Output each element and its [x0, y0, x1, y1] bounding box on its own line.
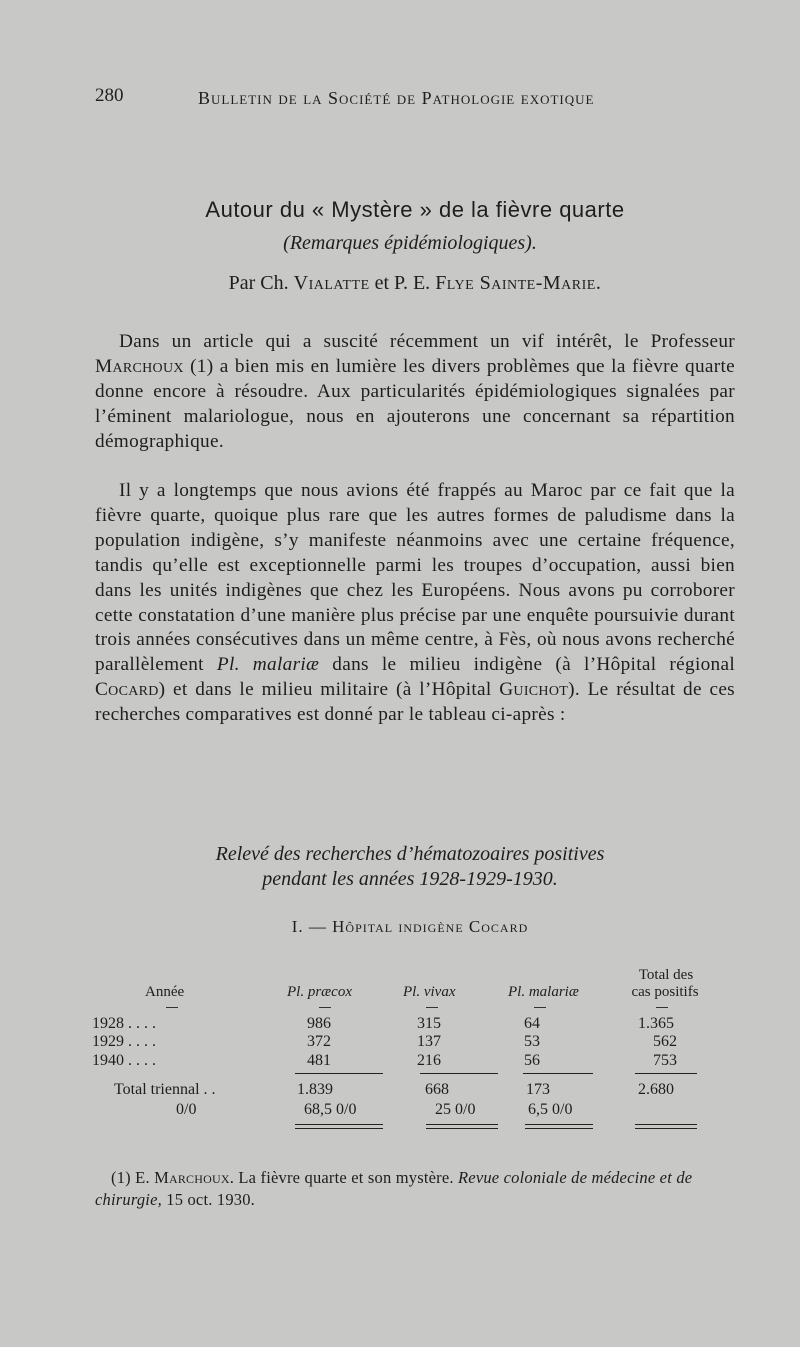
table-caption-line-1: Relevé des recherches d’hématozoaires positives: [215, 843, 605, 865]
double-rule-vivax: [426, 1124, 498, 1129]
results-table: [90, 967, 710, 1137]
header-dash: [534, 1007, 546, 1008]
row-1929-year: 1929 . . . .: [92, 1033, 156, 1050]
total-triennal-label: Total triennal . .: [114, 1081, 216, 1098]
footnote-journal: Revue coloniale de médecine et de chirurgie,: [95, 1168, 693, 1209]
row-1928-total: 1.365: [638, 1015, 674, 1032]
paragraph-2-text-a: Il y a longtemps que nous avions été frappés au Maroc par ce fait que la fièvre quarte, quoique plus rare que les autres formes de paludisme dans la population indigène, s’y manifeste néanmoins avec une certaine fréquence, tandis qu’elle est exceptionnelle parmi les troupes d’occupation, aussi bien dans les unités indigènes que chez les Européens. Nous avons pu corroborer cette constatation d’une manière plus précise par une enquête poursuivie durant trois années consécutives dans un même centre, à Fès, où nous avons recherché parallèlement: [95, 480, 735, 676]
percent-malariae: 6,5 0/0: [528, 1101, 573, 1118]
row-1929-total: 562: [653, 1033, 677, 1050]
paragraph-1-text-b: (1) a bien mis en lumière les divers problèmes que la fièvre quarte donne encore à résoudre. Aux particularités épidémiologiques signalées par l’éminent malariologue, nous en ajouterons une concernant sa répartition démographique.: [95, 355, 735, 452]
footnote-date: 15 oct. 1930.: [166, 1190, 256, 1209]
journal-title: Bulletin de la Société de Pathologie exotique: [198, 88, 595, 108]
article-authors: [0, 272, 800, 295]
header-dash: [426, 1007, 438, 1008]
footnote: [95, 1167, 735, 1211]
percent-vivax: 25 0/0: [435, 1101, 476, 1118]
row-1928-vivax: 315: [417, 1015, 441, 1032]
row-1929-praecox: 372: [307, 1033, 331, 1050]
header-dash: [656, 1007, 668, 1008]
sum-rule-total: [635, 1073, 697, 1074]
sum-rule-vivax: [420, 1073, 498, 1074]
row-1940-year: 1940 . . . .: [92, 1052, 156, 1069]
paragraph-2: [95, 479, 735, 728]
header-dash: [319, 1007, 331, 1008]
authors-join: et P. E.: [374, 272, 431, 294]
table-title: I. — Hôpital indigène Cocard: [291, 917, 529, 936]
double-rule-malariae: [525, 1124, 593, 1129]
article-subtitle: (Remarques épidémiologiques).: [283, 232, 537, 254]
paragraph-2-text-d: ). Le résultat de ces recherches comparatives est donné par le tableau ci-après :: [95, 679, 735, 726]
header-vivax: Pl. vivax: [403, 984, 456, 1000]
header-total-line-1: Total des: [638, 967, 694, 983]
author-vialatte: Vialatte: [293, 272, 370, 294]
double-rule-praecox: [295, 1124, 383, 1129]
row-1928-praecox: 986: [307, 1015, 331, 1032]
authors-prefix: Par Ch.: [228, 272, 289, 294]
footnote-author: Marchoux.: [154, 1168, 235, 1187]
row-1928-malariae: 64: [524, 1015, 540, 1032]
hospital-cocard: Cocard: [95, 679, 159, 701]
paragraph-2-text-c: ) et dans le milieu militaire (à l’Hôpital: [158, 679, 492, 701]
total-all: 2.680: [638, 1081, 674, 1098]
row-1929-malariae: 53: [524, 1033, 540, 1050]
header-dash: [166, 1007, 178, 1008]
header-malariae: Pl. malariæ: [508, 984, 579, 1000]
header-year: Année: [145, 984, 185, 1000]
article-title: Autour du « Mystère » de la fièvre quarte: [205, 197, 625, 222]
percent-praecox: 68,5 0/0: [304, 1101, 357, 1118]
row-1940-vivax: 216: [417, 1052, 441, 1069]
page-number: 280: [95, 85, 124, 106]
header-praecox: Pl. præcox: [287, 984, 352, 1000]
table-caption-line-2: pendant les années 1928-1929-1930.: [262, 868, 558, 890]
hospital-guichot: Guichot: [499, 679, 569, 701]
row-1940-praecox: 481: [307, 1052, 331, 1069]
row-1928-year: 1928 . . . .: [92, 1015, 156, 1032]
paragraph-1: [95, 330, 735, 455]
header-total-line-2: cas positifs: [631, 984, 699, 1000]
species-name: Pl. malariæ: [216, 654, 320, 676]
sum-rule-malariae: [523, 1073, 593, 1074]
sum-rule-praecox: [295, 1073, 383, 1074]
double-rule-total: [635, 1124, 697, 1129]
running-head: [95, 85, 640, 115]
total-vivax: 668: [425, 1081, 449, 1098]
author-flye-sainte-marie: Flye Sainte-Marie.: [435, 272, 602, 294]
row-1940-malariae: 56: [524, 1052, 540, 1069]
row-1929-vivax: 137: [417, 1033, 441, 1050]
row-1940-total: 753: [653, 1052, 677, 1069]
footnote-text: La fièvre quarte et son mystère.: [238, 1168, 454, 1187]
footnote-marker: (1) E.: [111, 1168, 150, 1187]
total-malariae: 173: [526, 1081, 550, 1098]
name-marchoux: Marchoux: [95, 355, 184, 377]
percent-label: 0/0: [176, 1101, 197, 1118]
table-caption: [0, 842, 800, 892]
total-praecox: 1.839: [297, 1081, 333, 1098]
paragraph-2-text-b: dans le milieu indigène (à l’Hôpital régional: [332, 654, 736, 676]
paragraph-1-text-a: Dans un article qui a suscité récemment un vif intérêt, le Professeur: [119, 331, 735, 352]
